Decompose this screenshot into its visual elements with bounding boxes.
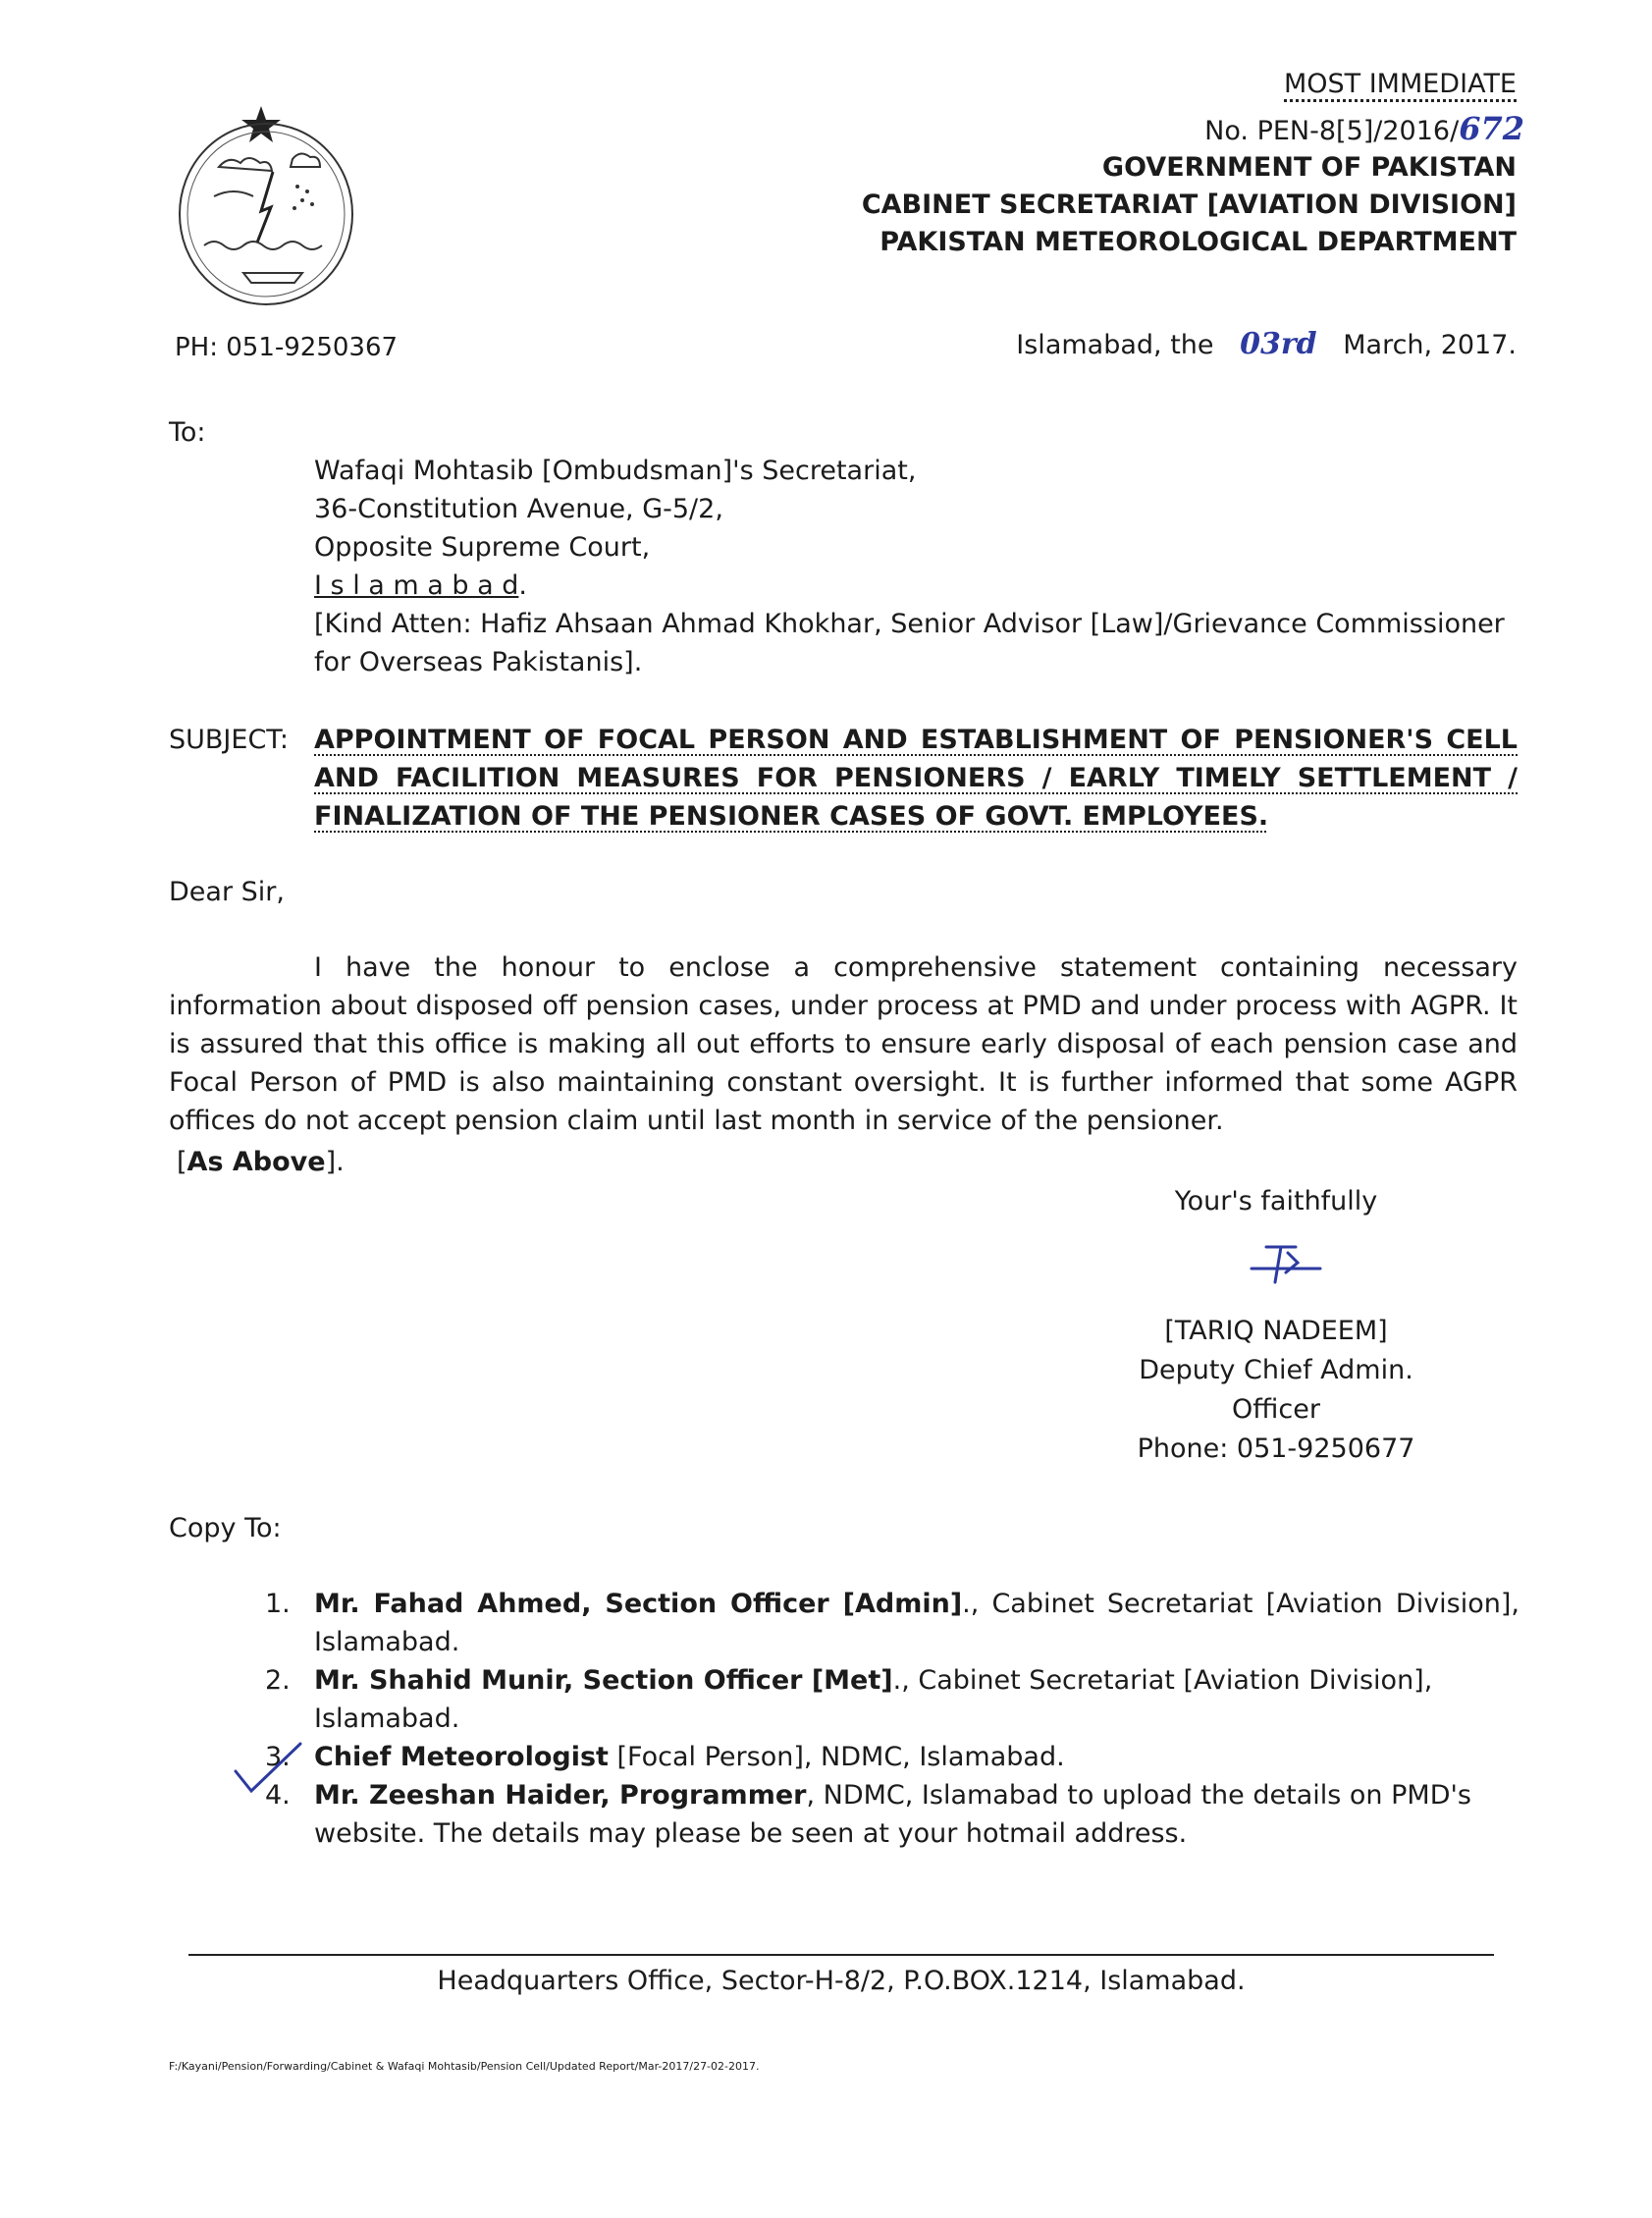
- signatory-designation: Deputy Chief Admin. Officer: [1139, 1355, 1413, 1425]
- item-detail: ., Cabinet Secretariat [Aviation Division], Islamabad.: [314, 1665, 1433, 1734]
- government-heading: [862, 149, 1517, 261]
- list-item: [265, 1738, 1519, 1776]
- subject-text: APPOINTMENT OF FOCAL PERSON AND ESTABLISHMENT OF PENSIONER'S CELL AND FACILITION MEASURES FOR PENSIONERS / EARLY TIMELY SETTLEMENT / FINALIZATION OF THE PENSIONER CASES OF GOVT. EMPLOYEES.: [314, 725, 1518, 832]
- item-detail: [Focal Person], NDMC, Islamabad.: [608, 1742, 1065, 1772]
- item-name: Chief Meteorologist: [314, 1742, 609, 1772]
- address-line-3: Opposite Supreme Court,: [314, 532, 651, 563]
- subject-label: SUBJECT:: [169, 725, 289, 755]
- closing: Your's faithfully: [1174, 1186, 1378, 1217]
- government-line: GOVERNMENT OF PAKISTAN: [1101, 152, 1517, 183]
- recipient-address: [314, 452, 1521, 681]
- pmd-emblem-logo: [175, 98, 361, 314]
- department-line: PAKISTAN METEOROLOGICAL DEPARTMENT: [879, 227, 1517, 257]
- letter-date: [1016, 328, 1517, 362]
- attention-line: [Kind Atten: Hafiz Ahsaan Ahmad Khokhar, Senior Advisor [Law]/Grievance Commissioner for Overseas Pakistanis].: [314, 609, 1505, 677]
- enclosure-close: ].: [325, 1147, 345, 1177]
- to-label: To:: [169, 417, 206, 448]
- address-line-2: 36-Constitution Avenue, G-5/2,: [314, 494, 723, 524]
- copy-to-list: [265, 1585, 1519, 1853]
- file-path: F:/Kayani/Pension/Forwarding/Cabinet & Wafaqi Mohtasib/Pension Cell/Updated Report/Mar-2017/27-02-2017.: [169, 2060, 760, 2073]
- date-suffix: March, 2017.: [1343, 330, 1517, 360]
- priority-label: MOST IMMEDIATE: [1284, 69, 1517, 102]
- address-city: [314, 567, 1521, 605]
- item-name: Mr. Shahid Munir, Section Officer [Met]: [314, 1665, 893, 1696]
- signatory-phone: Phone: 051-9250677: [1137, 1434, 1415, 1464]
- item-number: 3.: [265, 1742, 291, 1772]
- copy-to-label: Copy To:: [169, 1513, 282, 1543]
- date-handwritten: 03rd: [1240, 327, 1317, 361]
- city-suffix: .: [518, 570, 527, 601]
- list-item: [265, 1585, 1519, 1661]
- signature-mark: [1247, 1239, 1335, 1288]
- file-number-text: No. PEN-8[5]/2016/: [1204, 116, 1460, 146]
- footer-address: Headquarters Office, Sector-H-8/2, P.O.BOX.1214, Islamabad.: [437, 1966, 1246, 1996]
- file-number-handwritten: 672: [1459, 110, 1524, 147]
- file-number: [1204, 111, 1524, 147]
- item-detail: ., Cabinet Secretariat [Aviation Division], Islamabad.: [314, 1589, 1519, 1657]
- salutation: Dear Sir,: [169, 877, 285, 907]
- enclosure-bold: As Above: [187, 1147, 326, 1177]
- list-item: [265, 1776, 1519, 1853]
- signatory-block: [1099, 1312, 1453, 1469]
- office-phone: PH: 051-9250367: [175, 333, 399, 362]
- signatory-name: [TARIQ NADEEM]: [1164, 1316, 1388, 1346]
- tick-mark-icon: [228, 1738, 306, 1797]
- address-line-1: Wafaqi Mohtasib [Ombudsman]'s Secretariat,: [314, 456, 917, 486]
- item-number: 4.: [265, 1780, 291, 1811]
- item-detail: , NDMC, Islamabad to upload the details on PMD's website. The details may please be seen at your hotmail address.: [314, 1780, 1471, 1849]
- enclosure-open: [: [177, 1147, 187, 1177]
- footer-divider: [188, 1954, 1494, 1956]
- item-name: Mr. Fahad Ahmed, Section Officer [Admin]: [314, 1589, 963, 1619]
- item-number: 1.: [265, 1589, 291, 1619]
- body-paragraph: I have the honour to enclose a comprehensive statement containing necessary information about disposed off pension cases, under process at PMD and under process with AGPR. It is assured that this office is making all out efforts to ensure early disposal of each pension case and Focal Person of PMD is also maintaining constant oversight. It is further informed that some AGPR offices do not accept pension claim until last month in service of the pensioner.: [169, 952, 1518, 1136]
- division-line: CABINET SECRETARIAT [AVIATION DIVISION]: [861, 189, 1517, 220]
- date-prefix: Islamabad, the: [1016, 330, 1214, 360]
- item-number: 2.: [265, 1665, 291, 1696]
- city-name: I s l a m a b a d: [314, 570, 519, 601]
- list-item: [265, 1661, 1519, 1738]
- item-name: Mr. Zeeshan Haider, Programmer: [314, 1780, 807, 1811]
- enclosure-note: [177, 1147, 345, 1177]
